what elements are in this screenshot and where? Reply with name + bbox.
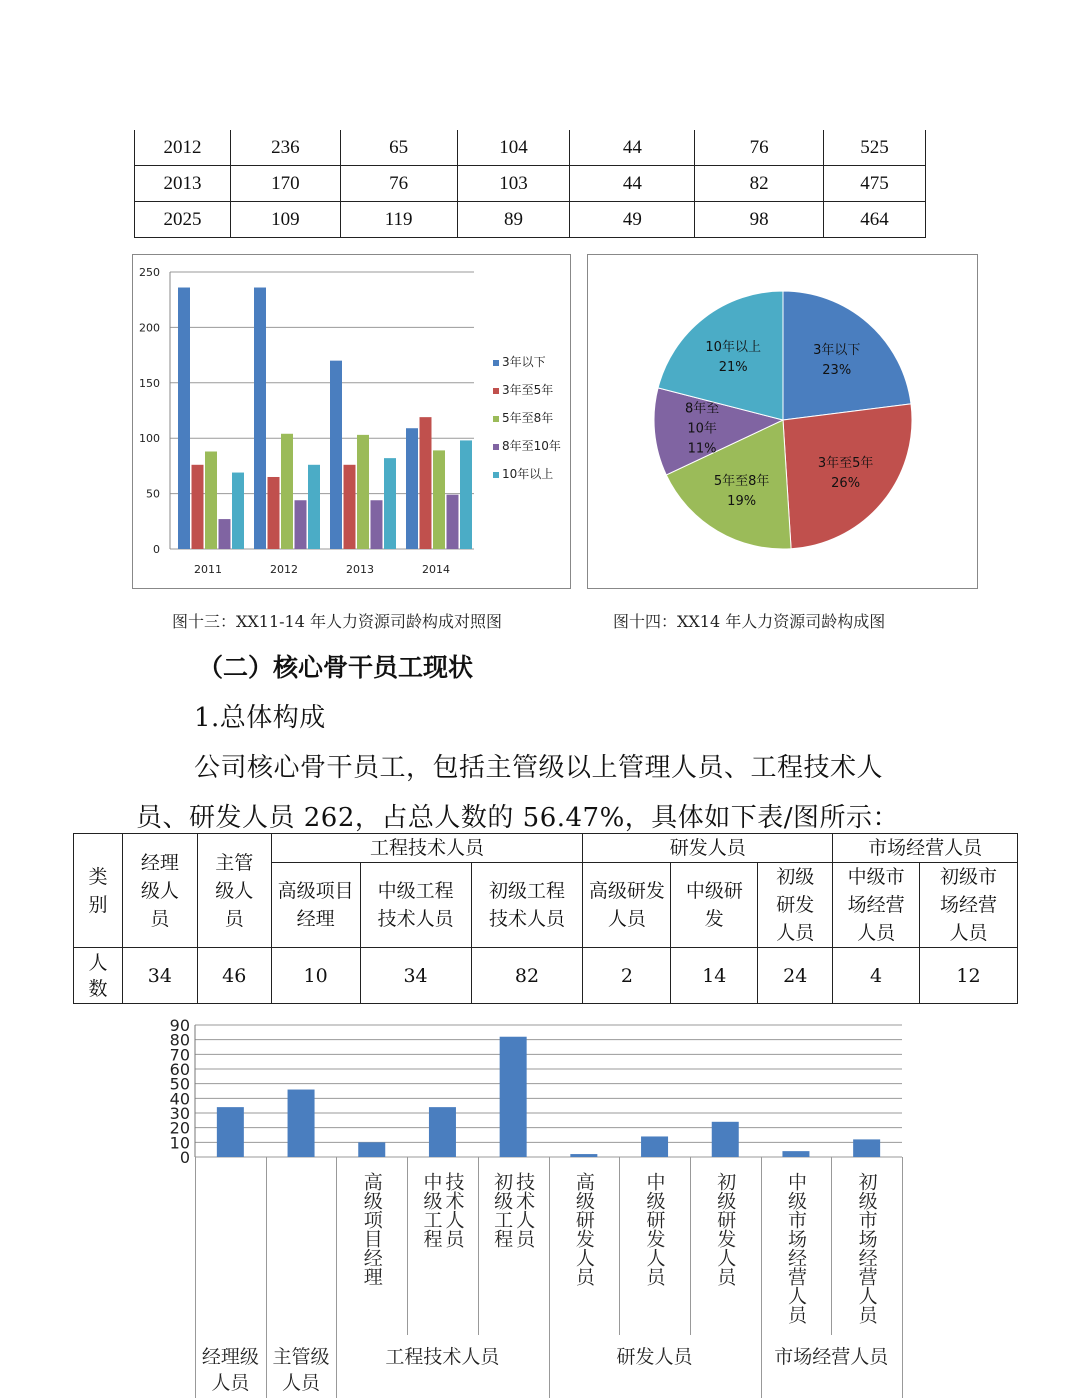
table-cell: 76 [695,130,824,166]
pie-label: 21% [718,359,748,375]
y-tick-label: 50 [169,1074,190,1094]
pie-label: 23% [822,363,852,379]
table-row [135,202,926,238]
table-cell: 98 [695,202,824,238]
table-cell: 475 [824,166,926,202]
table-cell: 104 [457,130,570,166]
sub-header-label: 高级研发人员 [588,880,665,930]
sub-header-label: 中级研发 [685,880,743,930]
legend-label: 3年以下 [502,355,546,369]
bar [641,1136,668,1157]
category-separator [407,1157,408,1335]
vertical-category-label: 中级市场经营人员 [784,1172,807,1324]
vertical-category-label: 高级项目经理 [360,1172,383,1286]
sub-header-label: 初级市场经营人员 [940,866,998,944]
category-group-label [266,1344,337,1396]
legend-swatch [493,416,499,422]
value-cell: 34 [122,948,197,1004]
y-tick-label: 30 [169,1104,190,1123]
category-group-line: 市场经营人员 [774,1346,889,1368]
legend-label: 5年至8年 [502,411,554,425]
bar [217,1107,244,1157]
legend-label: 10年以上 [502,467,554,481]
bar [429,1107,456,1157]
bar [371,500,383,549]
table-cell: 103 [457,166,570,202]
table-cell: 44 [570,130,695,166]
sub-header-cell [271,863,360,948]
figure-14-frame [587,254,978,589]
vertical-category-label: 技术人员 [513,1172,536,1248]
age-data-table [134,130,926,238]
category-group-label [336,1344,548,1370]
category-separator [619,1157,620,1335]
y-tick-label: 0 [153,543,160,556]
section-heading: （二）核心骨干员工现状 [198,653,474,682]
bar [782,1151,809,1157]
y-tick-label: 80 [169,1030,190,1050]
core-staff-table [73,833,1018,1004]
bar [268,477,280,549]
sub-header-cell [758,863,833,948]
bar [712,1122,739,1157]
legend-label: 8年至10年 [502,439,561,453]
sub-header-label: 中级市场经营人员 [847,866,905,944]
table-cell: 170 [230,166,340,202]
sub-header-cell [920,863,1018,948]
y-tick-label: 250 [139,266,160,279]
category-group-line: 人员 [282,1372,321,1394]
bar [447,495,459,549]
category-group-label [761,1344,902,1370]
sub-header-cell [471,863,583,948]
x-tick-label: 2014 [422,563,450,576]
category-separator [690,1157,691,1335]
y-tick-label: 150 [139,376,160,390]
sub-header-label: 初级研发人员 [776,866,815,944]
value-cell: 10 [271,948,360,1004]
legend-label: 3年至5年 [502,383,554,397]
table-cell: 2012 [135,130,231,166]
bar [500,1037,527,1157]
vertical-category-label: 初级工程 [491,1172,514,1248]
engineering-group-header: 工程技术人员 [271,834,583,863]
table-cell: 76 [340,166,457,202]
x-tick-label: 2011 [194,563,222,576]
rd-group-header: 研发人员 [583,834,833,863]
category-group-line: 人员 [211,1372,250,1394]
category-header-cell [74,834,123,948]
table-cell: 89 [457,202,570,238]
category-group-line: 主管级 [272,1346,330,1368]
bar [357,435,369,549]
pie-label: 11% [687,441,717,457]
manager-header: 经理级人员 [140,851,179,930]
table-cell: 525 [824,130,926,166]
sub-header-label: 中级工程技术人员 [377,880,454,930]
bar [344,465,356,549]
value-cell: 24 [758,948,833,1004]
vertical-category-label: 中级研发人员 [643,1172,666,1286]
table-cell: 2025 [135,202,231,238]
bar [219,519,231,549]
bar [254,288,266,549]
value-cell: 2 [583,948,671,1004]
figure-14-pie-chart [588,255,977,588]
legend-swatch [493,472,499,478]
vertical-category-label: 高级研发人员 [572,1172,595,1286]
sub-heading: 1.总体构成 [194,703,326,733]
category-separator [902,1157,903,1398]
y-tick-label: 90 [169,1016,190,1035]
y-tick-label: 10 [169,1133,190,1153]
category-separator [478,1157,479,1335]
bar [288,1090,315,1157]
bar [295,500,307,549]
y-tick-label: 60 [169,1060,190,1079]
bar [406,428,418,549]
value-cell: 14 [671,948,758,1004]
pie-label: 3年以下 [813,343,861,359]
pie-label: 10年 [687,421,717,437]
table-cell: 65 [340,130,457,166]
y-tick-label: 200 [139,321,160,335]
bar [460,440,472,549]
table-cell: 109 [230,202,340,238]
figure-13-caption: 图十三：XX11-14 年人力资源司龄构成对照图 [172,612,502,631]
bar [192,465,204,549]
category-group-line: 研发人员 [616,1346,693,1368]
table-cell: 464 [824,202,926,238]
sub-header-label: 初级工程技术人员 [488,880,565,930]
pie-label: 3年至5年 [817,455,874,471]
bar [330,361,342,549]
bar [178,288,190,549]
category-header: 类别 [88,865,108,916]
pie-label: 5年至8年 [713,473,770,489]
category-group-label [195,1344,266,1396]
sub-header-cell [671,863,758,948]
value-cell: 46 [197,948,271,1004]
bar [853,1139,880,1157]
legend-swatch [493,360,499,366]
table-cell: 119 [340,202,457,238]
vertical-category-label: 初级市场经营人员 [855,1172,878,1324]
vertical-category-label: 技术人员 [442,1172,465,1248]
bar [420,417,432,549]
value-cell: 4 [833,948,920,1004]
paragraph-line-2: 员、研发人员 262，占总人数的 56.47%，具体如下表/图所示： [136,803,900,833]
sub-header-cell [360,863,471,948]
y-tick-label: 70 [169,1045,190,1065]
sub-header-cell [833,863,920,948]
y-tick-label: 40 [169,1089,190,1109]
category-group-line: 工程技术人员 [385,1346,500,1368]
y-tick-label: 100 [139,432,160,446]
table-cell: 44 [570,166,695,202]
legend-swatch [493,444,499,450]
table-cell: 82 [695,166,824,202]
bar [281,434,293,549]
figure-13-bar-chart [133,255,570,588]
vertical-category-label: 中级工程 [420,1172,443,1248]
row-label: 人数 [88,951,108,1000]
pie-label: 26% [831,475,861,491]
supervisor-header: 主管级人员 [215,851,254,930]
figure-14-caption: 图十四：XX14 年人力资源司龄构成图 [613,612,886,631]
bar [384,458,396,549]
y-tick-label: 50 [146,487,160,501]
paragraph-line-1: 公司核心骨干员工，包括主管级以上管理人员、工程技术人 [194,753,884,783]
bar [358,1142,385,1157]
bar [433,450,445,549]
marketing-group-header: 市场经营人员 [833,834,1018,863]
x-tick-label: 2013 [346,563,374,576]
bar [308,465,320,549]
row-label-cell [74,948,123,1004]
bar [232,473,244,549]
table-cell: 2013 [135,166,231,202]
vertical-category-label: 初级研发人员 [714,1172,737,1286]
value-cell: 82 [471,948,583,1004]
value-cell: 12 [920,948,1018,1004]
category-group-line: 经理级 [201,1346,259,1368]
pie-label: 19% [727,493,757,509]
manager-header-cell [122,834,197,948]
x-tick-label: 2012 [270,563,298,576]
bar [205,451,217,549]
category-group-label [549,1344,761,1370]
category-separator [831,1157,832,1335]
legend-swatch [493,388,499,394]
sub-header-label: 高级项目经理 [277,880,354,930]
sub-header-cell [583,863,671,948]
bar [570,1154,597,1157]
core-staff-bar-chart [160,1012,920,1172]
y-tick-label: 20 [169,1118,190,1138]
table-row [135,166,926,202]
supervisor-header-cell [197,834,271,948]
figure-13-frame [132,254,571,589]
table-cell: 236 [230,130,340,166]
pie-label: 8年至 [684,401,720,417]
pie-label: 10年以上 [705,339,761,355]
table-cell: 49 [570,202,695,238]
value-cell: 34 [360,948,471,1004]
y-tick-label: 0 [179,1148,190,1167]
table-row [135,130,926,166]
